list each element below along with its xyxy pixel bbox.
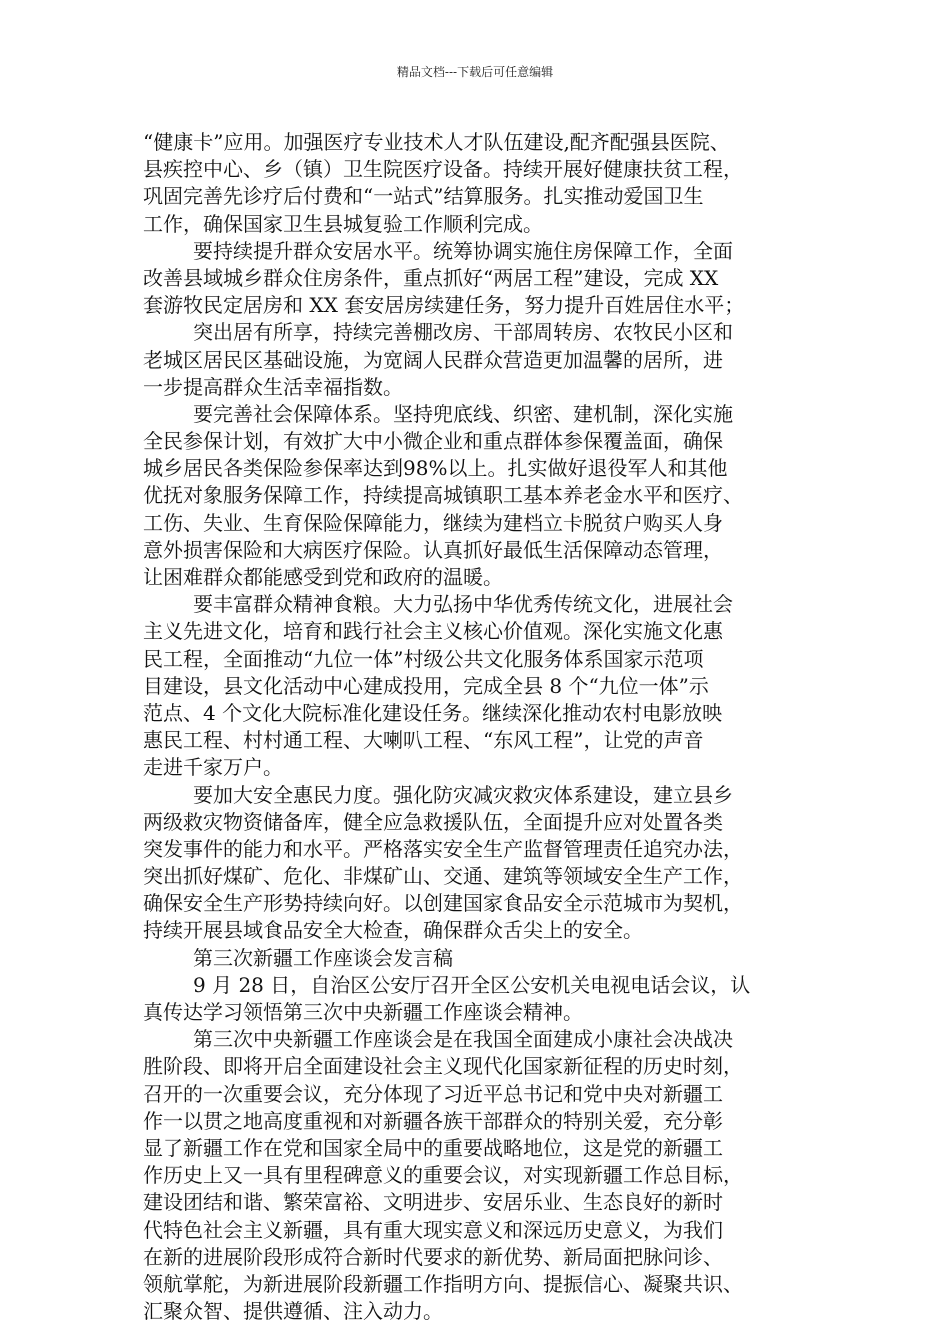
text-line: 第三次新疆工作座谈会发言稿 [193,945,453,970]
text-line: 走进千家万户。 [143,755,283,780]
text-line: 突出居有所享，持续完善棚改房、干部周转房、农牧民小区和 [193,320,733,345]
text-line: 作历史上又一具有里程碑意义的重要会议，对实现新疆工作总目标， [143,1163,743,1188]
text-line: 领航掌舵，为新进展阶段新疆工作指明方向、提振信心、凝聚共识、 [143,1271,743,1296]
text-line: 工伤、失业、生育保险保障能力，继续为建档立卡脱贫户购买人身 [143,510,723,535]
text-line: 召开的一次重要会议，充分体现了习近平总书记和党中央对新疆工 [143,1081,723,1106]
text-line: 建设团结和谐、繁荣富裕、文明进步、安居乐业、生态良好的新时 [143,1190,723,1215]
text-line: 确保安全生产形势持续向好。以创建国家食品安全示范城市为契机， [143,891,743,916]
document-body [143,129,823,1325]
text-line: 在新的进展阶段形成符合新时代要求的新优势、新局面把脉问诊、 [143,1244,723,1269]
text-line: 民工程，全面推动“九位一体”村级公共文化服务体系国家示范项 [143,646,704,671]
text-line: 套游牧民定居房和 XX 套安居房续建任务，努力提升百姓居住水平； [143,293,745,318]
text-line: 要持续提升群众安居水平。统筹协调实施住房保障工作，全面 [193,238,733,263]
text-line: 第三次中央新疆工作座谈会是在我国全面建成小康社会决战决 [193,1027,733,1052]
text-line: 老城区居民区基础设施，为宽阔人民群众营造更加温馨的居所，进 [143,347,723,372]
text-line: 目建设，县文化活动中心建成投用，完成全县 8 个“九位一体”示 [143,673,709,698]
text-line: 巩固完善先诊疗后付费和“一站式”结算服务。扎实推动爱国卫生 [143,184,704,209]
text-line: 惠民工程、村村通工程、大喇叭工程、“东风工程”，让党的声音 [143,728,704,753]
text-line: 工作，确保国家卫生县城复验工作顺利完成。 [143,211,543,236]
text-line: 显了新疆工作在党和国家全局中的重要战略地位，这是党的新疆工 [143,1135,723,1160]
text-line: 两级救灾物资储备库，健全应急救援队伍，全面提升应对处置各类 [143,809,723,834]
text-line: 城乡居民各类保险参保率达到98%以上。扎实做好退役军人和其他 [143,456,728,481]
text-line: 突出抓好煤矿、危化、非煤矿山、交通、建筑等领域安全生产工作， [143,864,743,889]
text-line: 作一以贯之地高度重视和对新疆各族干部群众的特别关爱，充分彰 [143,1108,723,1133]
text-line: 县疾控中心、乡（镇）卫生院医疗设备。持续开展好健康扶贫工程， [143,157,743,182]
text-line: 要加大安全惠民力度。强化防灾减灾救灾体系建设，建立县乡 [193,782,733,807]
text-line: 主义先进文化，培育和践行社会主义核心价值观。深化实施文化惠 [143,619,723,644]
text-line: 一步提高群众生活幸福指数。 [143,374,403,399]
text-line: 改善县域城乡群众住房条件，重点抓好“两居工程”建设，完成 XX [143,265,719,290]
text-line: 突发事件的能力和水平。严格落实安全生产监督管理责任追究办法， [143,836,743,861]
text-line: 持续开展县域食品安全大检查，确保群众舌尖上的安全。 [143,918,643,943]
text-line: 9 月 28 日，自治区公安厅召开全区公安机关电视电话会议，认 [193,972,751,997]
text-line: 让困难群众都能感受到党和政府的温暖。 [143,565,503,589]
text-line: 范点、4 个文化大院标准化建设任务。继续深化推动农村电影放映 [143,700,723,725]
text-line: 要完善社会保障体系。坚持兜底线、织密、建机制，深化实施 [193,401,733,426]
text-line: 胜阶段、即将开启全面建设社会主义现代化国家新征程的历史时刻， [143,1054,743,1079]
text-line: 汇聚众智、提供遵循、注入动力。 [143,1299,443,1324]
text-line: 要丰富群众精神食粮。大力弘扬中华优秀传统文化，进展社会 [193,592,733,617]
text-line: 真传达学习领悟第三次中央新疆工作座谈会精神。 [143,1000,583,1024]
page-header: 精品文档---下载后可任意编辑 [396,65,554,79]
text-line: 代特色社会主义新疆，具有重大现实意义和深远历史意义，为我们 [143,1217,723,1242]
text-line: 意外损害保险和大病医疗保险。认真抓好最低生活保障动态管理， [143,537,723,562]
text-line: “健康卡”应用。加强医疗专业技术人才队伍建设,配齐配强县医院、 [143,130,730,154]
text-line: 优抚对象服务保障工作，持续提高城镇职工基本养老金水平和医疗、 [143,483,743,508]
text-line: 全民参保计划，有效扩大中小微企业和重点群体参保覆盖面，确保 [143,429,723,454]
